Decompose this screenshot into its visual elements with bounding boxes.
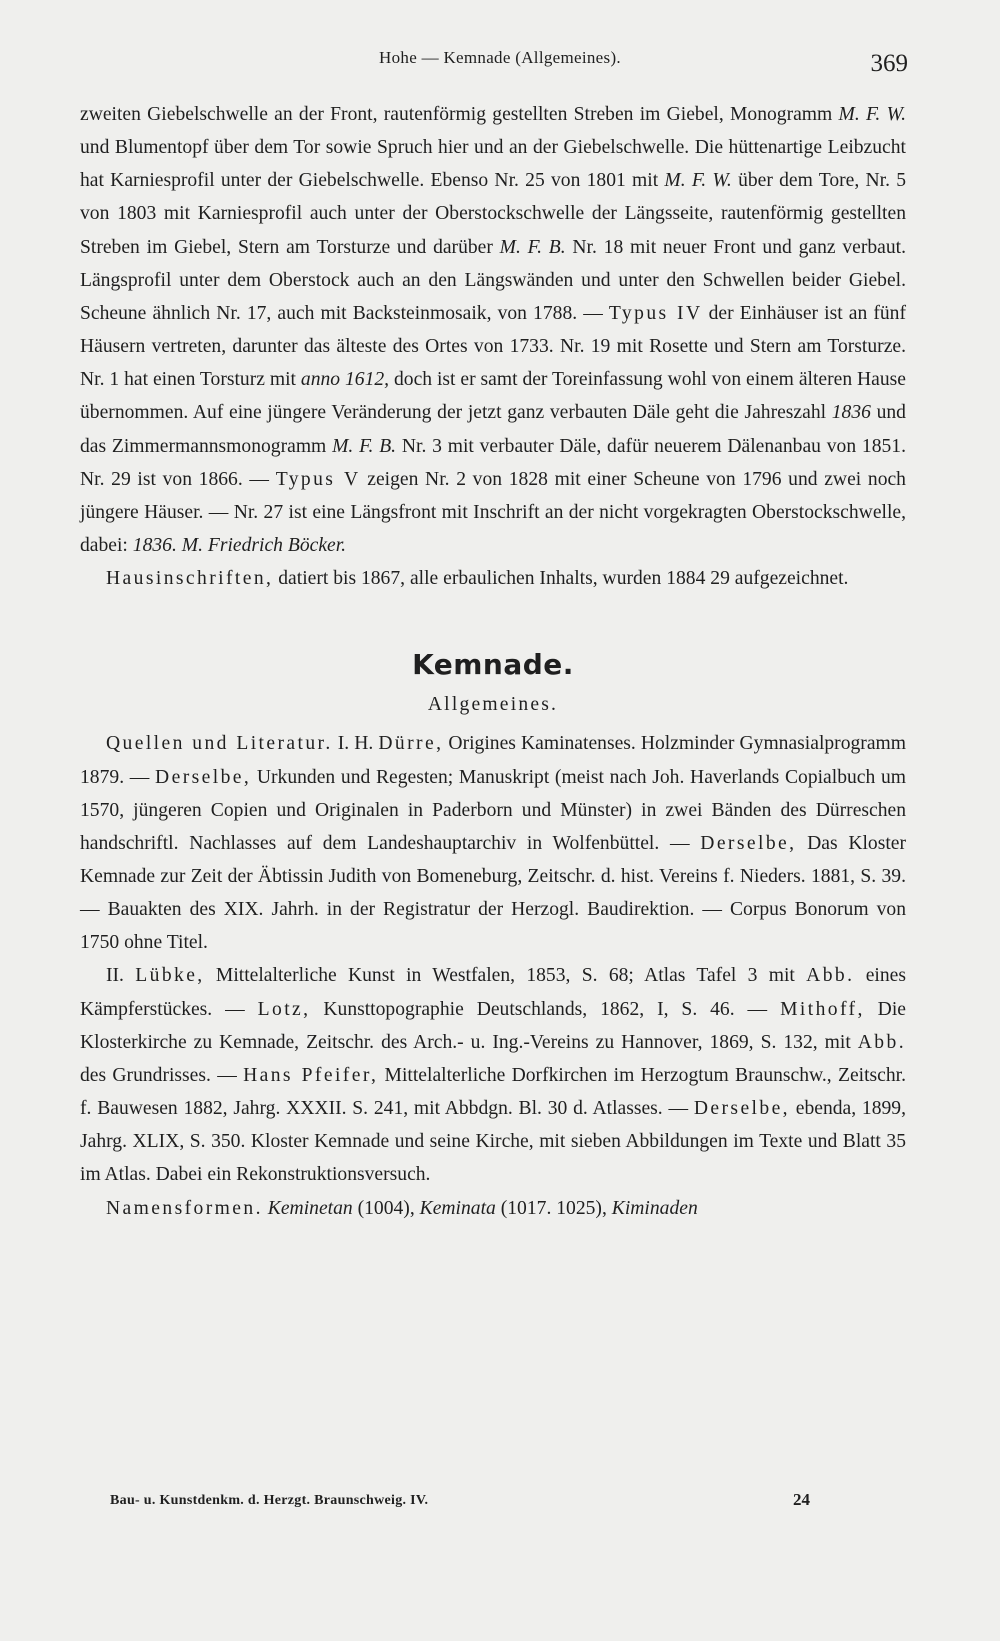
literature-paragraph: II. Lübke, Mittelalterliche Kunst in Westfalen, 1853, S. 68; Atlas Tafel 3 mit Abb. eines Kämpferstückes. — Lotz, Kunsttopographie Deutschlands, 1862, I, S. 46. — Mithoff, Die Klosterkirche zu Kemnade, Zeitschr. des Arch.- u. Ing.-Vereins zu Hannover, 1869, S. 132, mit Abb. des Grundrisses. — Hans Pfeifer, Mittelalterliche Dorfkirchen im Herzogtum Braunschw., Zeitschr. f. Bauwesen 1882, Jahrg. XXXII. S. 241, mit Abbdgn. Bl. 30 d. Atlasses. — Derselbe, ebenda, 1899, Jahrg. XLIX, S. 350. Kloster Kemnade und seine Kirche, mit sieben Abbildungen im Texte und Blatt 35 im Atlas. Dabei ein Rekonstruktionsversuch. [80, 965, 907, 1186]
spaced-term: Hausinschriften, [106, 568, 274, 590]
author-name: Derselbe, [700, 832, 797, 854]
footer-signature: Bau- u. Kunstdenkm. d. Herzgt. Braunschweig. IV. [110, 1493, 429, 1508]
section-heading: Kemnade. [412, 648, 574, 682]
name-form: Kiminaden [611, 1197, 698, 1219]
author-name: Lotz, [257, 998, 311, 1020]
signature-number: 24 [793, 1490, 810, 1509]
author-name: Mithoff, [780, 998, 865, 1020]
spaced-term: Namensformen. [106, 1197, 263, 1219]
name-form: Keminetan [267, 1197, 353, 1219]
sources-paragraph: Quellen und Literatur. I. H. Dürre, Origines Kaminatenses. Holzminder Gymnasialprogramm 1879. — Derselbe, Urkunden und Regesten; Manuskript (meist nach Joh. Haverlands Copialbuch um 1570, jüngeren Copien und Originalen in Paderborn und Münster) in zwei Bänden des Dürreschen handschriftl. Nachlasses auf dem Landeshauptarchiv in Wolfenbüttel. — Derselbe, Das Kloster Kemnade zur Zeit der Äbtissin Judith von Bomeneburg, Zeitschr. d. hist. Vereins f. Nieders. 1881, S. 39. — Bauakten des XIX. Jahrh. in der Registratur der Herzogl. Baudirektion. — Corpus Bonorum von 1750 ohne Titel. [80, 733, 907, 954]
monogram: M. F. W. [664, 170, 732, 192]
spaced-term: Typus V [275, 468, 361, 490]
spaced-term: Abb. [806, 965, 855, 987]
spaced-term: Abb. [857, 1031, 906, 1053]
body-text [80, 98, 906, 1225]
author-name: Hans Pfeifer, [243, 1064, 379, 1086]
name-form: Keminata [419, 1197, 496, 1219]
inscription: 1836. M. Friedrich Böcker. [132, 535, 347, 557]
author-name: Dürre, [378, 733, 444, 755]
page-number: 369 [870, 50, 908, 77]
author-name: Lübke, [135, 965, 205, 987]
spaced-term: Quellen und Literatur. [106, 733, 333, 755]
hohe-paragraph-1: zweiten Giebelschwelle an der Front, rautenförmig gestellten Streben im Giebel, Monogramm M. F. W. und Blumentopf über dem Tor sowie Spruch hier und an der Giebelschwelle. Die hüttenartige Leibzucht hat Karniesprofil unter der Giebelschwelle. Ebenso Nr. 25 von 1801 mit M. F. W. über dem Tore, Nr. 5 von 1803 mit Karniesprofil auch unter der Oberstockschwelle der Längsseite, rautenförmig gestellten Streben im Giebel, Stern am Torsturze und darüber M. F. B. Nr. 18 mit neuer Front und ganz verbaut. Längsprofil unter dem Oberstock auch an den Längswänden und unter den Schwellen beider Giebel. Scheune ähnlich Nr. 17, auch mit Backsteinmosaik, von 1788. — Typus IV der Einhäuser ist an fünf Häusern vertreten, darunter das älteste des Ortes von 1733. Nr. 19 mit Rosette und Stern am Torsturze. Nr. 1 hat einen Torsturz mit anno 1612, doch ist er samt der Toreinfassung wohl von einem älteren Hause übernommen. Auf eine jüngere Veränderung der jetzt ganz verbauten Däle geht die Jahreszahl 1836 und das Zimmermannsmonogramm M. F. B. Nr. 3 mit verbauter Däle, dafür neuerem Dälenanbau von 1851. Nr. 29 ist von 1866. — Typus V zeigen Nr. 2 von 1828 mit einer Scheune von 1796 und zwei noch jüngere Häuser. — Nr. 27 ist eine Längsfront mit Inschrift an der nicht vorgekragten Oberstockschwelle, dabei: 1836. M. Friedrich Böcker. [80, 104, 907, 557]
spaced-term: Typus IV [608, 302, 703, 324]
author-name: Derselbe, [693, 1098, 790, 1120]
name-forms-paragraph: Namensformen. Keminetan (1004), Keminata (1017. 1025), Kiminaden [106, 1197, 698, 1219]
monogram: M. F. W. [838, 104, 906, 125]
author-name: Derselbe, [155, 766, 252, 788]
inscription: anno 1612, [300, 369, 390, 391]
section-subheading: Allgemeines. [427, 694, 559, 716]
monogram: M. F. B. [332, 435, 397, 457]
inscription: 1836 [831, 402, 871, 424]
monogram: M. F. B. [499, 236, 566, 258]
hohe-paragraph-2: Hausinschriften, datiert bis 1867, alle erbaulichen Inhalts, wurden 1884 29 aufgezeichnet. [106, 568, 849, 590]
running-head: Hohe — Kemnade (Allgemeines). [379, 48, 621, 67]
